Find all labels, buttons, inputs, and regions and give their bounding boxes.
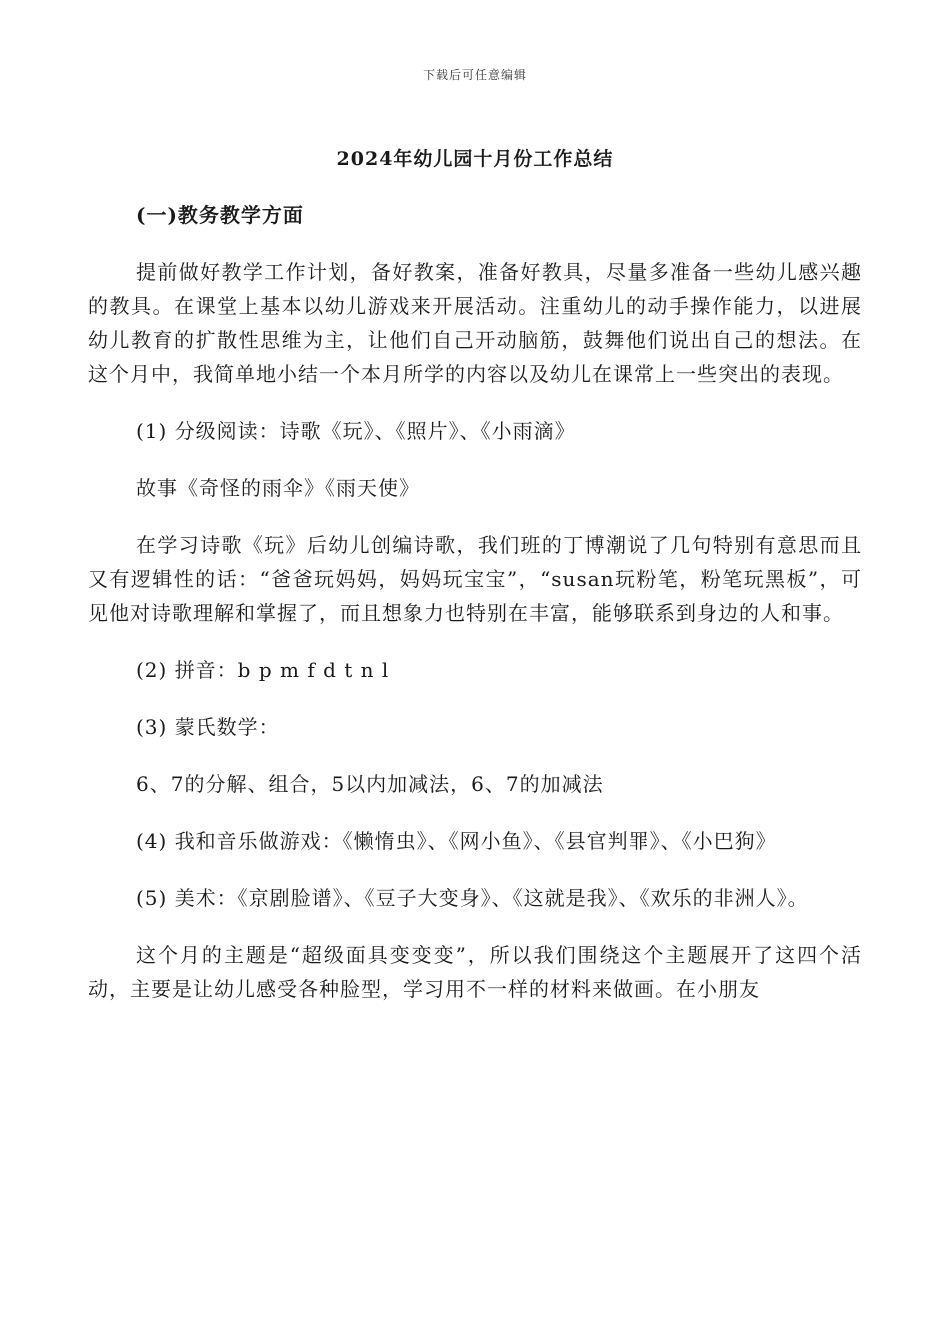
paragraph-montessori-math: (3) 蒙氏数学： (136, 715, 280, 739)
paragraph-math-content: 6、7的分解、组合，5以内加减法，6、7的加减法 (136, 772, 604, 796)
paragraph-stories: 故事《奇怪的雨伞》《雨天使》 (136, 476, 420, 500)
paragraph-art: (5) 美术：《京剧脸谱》、《豆子大变身》、《这就是我》、《欢乐的非洲人》。 (136, 886, 809, 910)
paragraph-poem-creation: 在学习诗歌《玩》后幼儿创编诗歌，我们班的丁博潮说了几句特别有意思而且又有逻辑性的话：“爸爸玩妈妈，妈妈玩宝宝”，“susan玩粉笔，粉笔玩黑板”，可见他对诗歌理解和掌握了，而且想象力也特别在丰富，能够联系到身边的人和事。 (88, 533, 862, 625)
paragraph-music-games: (4) 我和音乐做游戏：《懒惰虫》、《网小鱼》、《县官判罪》、《小巴狗》 (136, 829, 777, 853)
paragraph-pinyin: (2) 拼音：b p m f d t n l (136, 658, 390, 682)
document-title: 2024年幼儿园十月份工作总结 (336, 148, 614, 170)
paragraph-teaching-plan: 提前做好教学工作计划，备好教案，准备好教具，尽量多准备一些幼儿感兴趣的教具。在课堂上基本以幼儿游戏来开展活动。注重幼儿的动手操作能力，以进展幼儿教育的扩散性思维为主，让他们自己开动脑筋，鼓舞他们说出自己的想法。在这个月中，我简单地小结一个本月所学的内容以及幼儿在课常上一些突出的表现。 (88, 260, 862, 386)
section-heading: (一)教务教学方面 (136, 203, 304, 227)
paragraph-theme: 这个月的主题是“超级面具变变变”，所以我们围绕这个主题展开了这四个活动，主要是让幼儿感受各种脸型，学习用不一样的材料来做画。在小朋友 (88, 943, 862, 1001)
paragraph-graded-reading: (1) 分级阅读：诗歌《玩》、《照片》、《小雨滴》 (136, 419, 576, 443)
document-body (88, 198, 862, 1029)
header-note: 下载后可任意编辑 (422, 68, 527, 82)
